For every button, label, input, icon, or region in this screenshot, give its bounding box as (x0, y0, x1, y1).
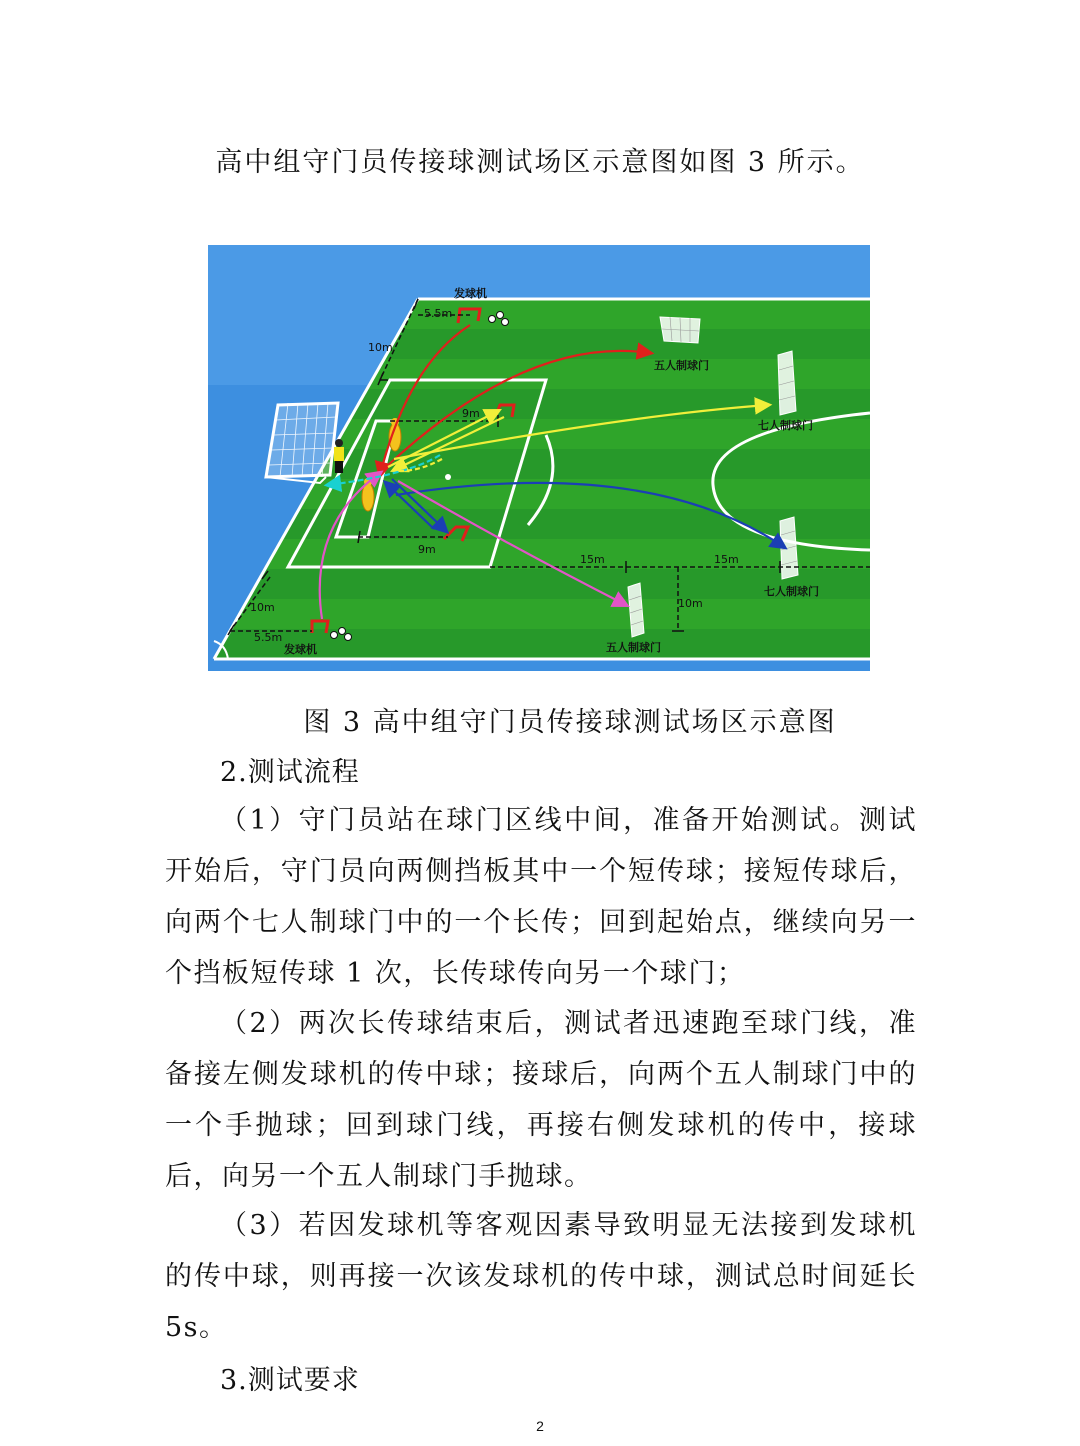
machine-top-label: 发球机 (454, 287, 487, 300)
intro-text: 高中组守门员传接球测试场区示意图如图 3 所示。 (215, 147, 865, 178)
dist-15-left-label: 15m (580, 553, 605, 566)
dist-15-right-label: 15m (714, 553, 739, 566)
section-3-heading: 3.测试要求 (220, 1365, 360, 1396)
paragraph-2: （2）两次长传球结束后，测试者迅速跑至球门线，准备接左侧发球机的传中球；接球后，向两个五人制球门中的一个手抛球；回到球门线，再接右侧发球机的传中，接球后，向另一个五人制球门手抛球。 (165, 1008, 917, 1192)
goalkeeper-icon (334, 439, 344, 473)
dist-10-center-label: 10m (678, 597, 703, 610)
paragraph-3: （3）若因发球机等客观因素导致明显无法接到发球机的传中球，则再接一次该发球机的传中球，测试总时间延长 5s。 (165, 1210, 917, 1343)
dist-10-top-label: 10m (368, 341, 393, 354)
section-2-heading: 2.测试流程 (220, 757, 360, 788)
dist-9-bottom-label: 9m (418, 543, 436, 556)
dist-10-bottom-label: 10m (250, 601, 275, 614)
main-goal-icon (266, 403, 338, 483)
goal7-top-label: 七人制球门 (758, 419, 813, 432)
dist-9-top-label: 9m (462, 407, 480, 420)
page-number: 2 (536, 1418, 544, 1434)
goal5-top-label: 五人制球门 (654, 359, 709, 372)
goal7-bottom-label: 七人制球门 (764, 585, 819, 598)
dist-55-top-label: 5.5m (424, 307, 453, 320)
field-diagram (208, 245, 870, 671)
goal5-bottom-label: 五人制球门 (606, 641, 661, 654)
figure-caption: 图 3 高中组守门员传接球测试场区示意图 (303, 707, 837, 738)
goal5-top-icon (660, 317, 700, 343)
paragraph-1: （1）守门员站在球门区线中间，准备开始测试。测试开始后，守门员向两侧挡板其中一个短传球；接短传球后，向两个七人制球门中的一个长传；回到起始点，继续向另一个挡板短传球 1 次，长传球传向另一个球门； (165, 805, 917, 989)
machine-bottom-label: 发球机 (284, 643, 317, 656)
dist-55-bottom-label: 5.5m (254, 631, 283, 644)
